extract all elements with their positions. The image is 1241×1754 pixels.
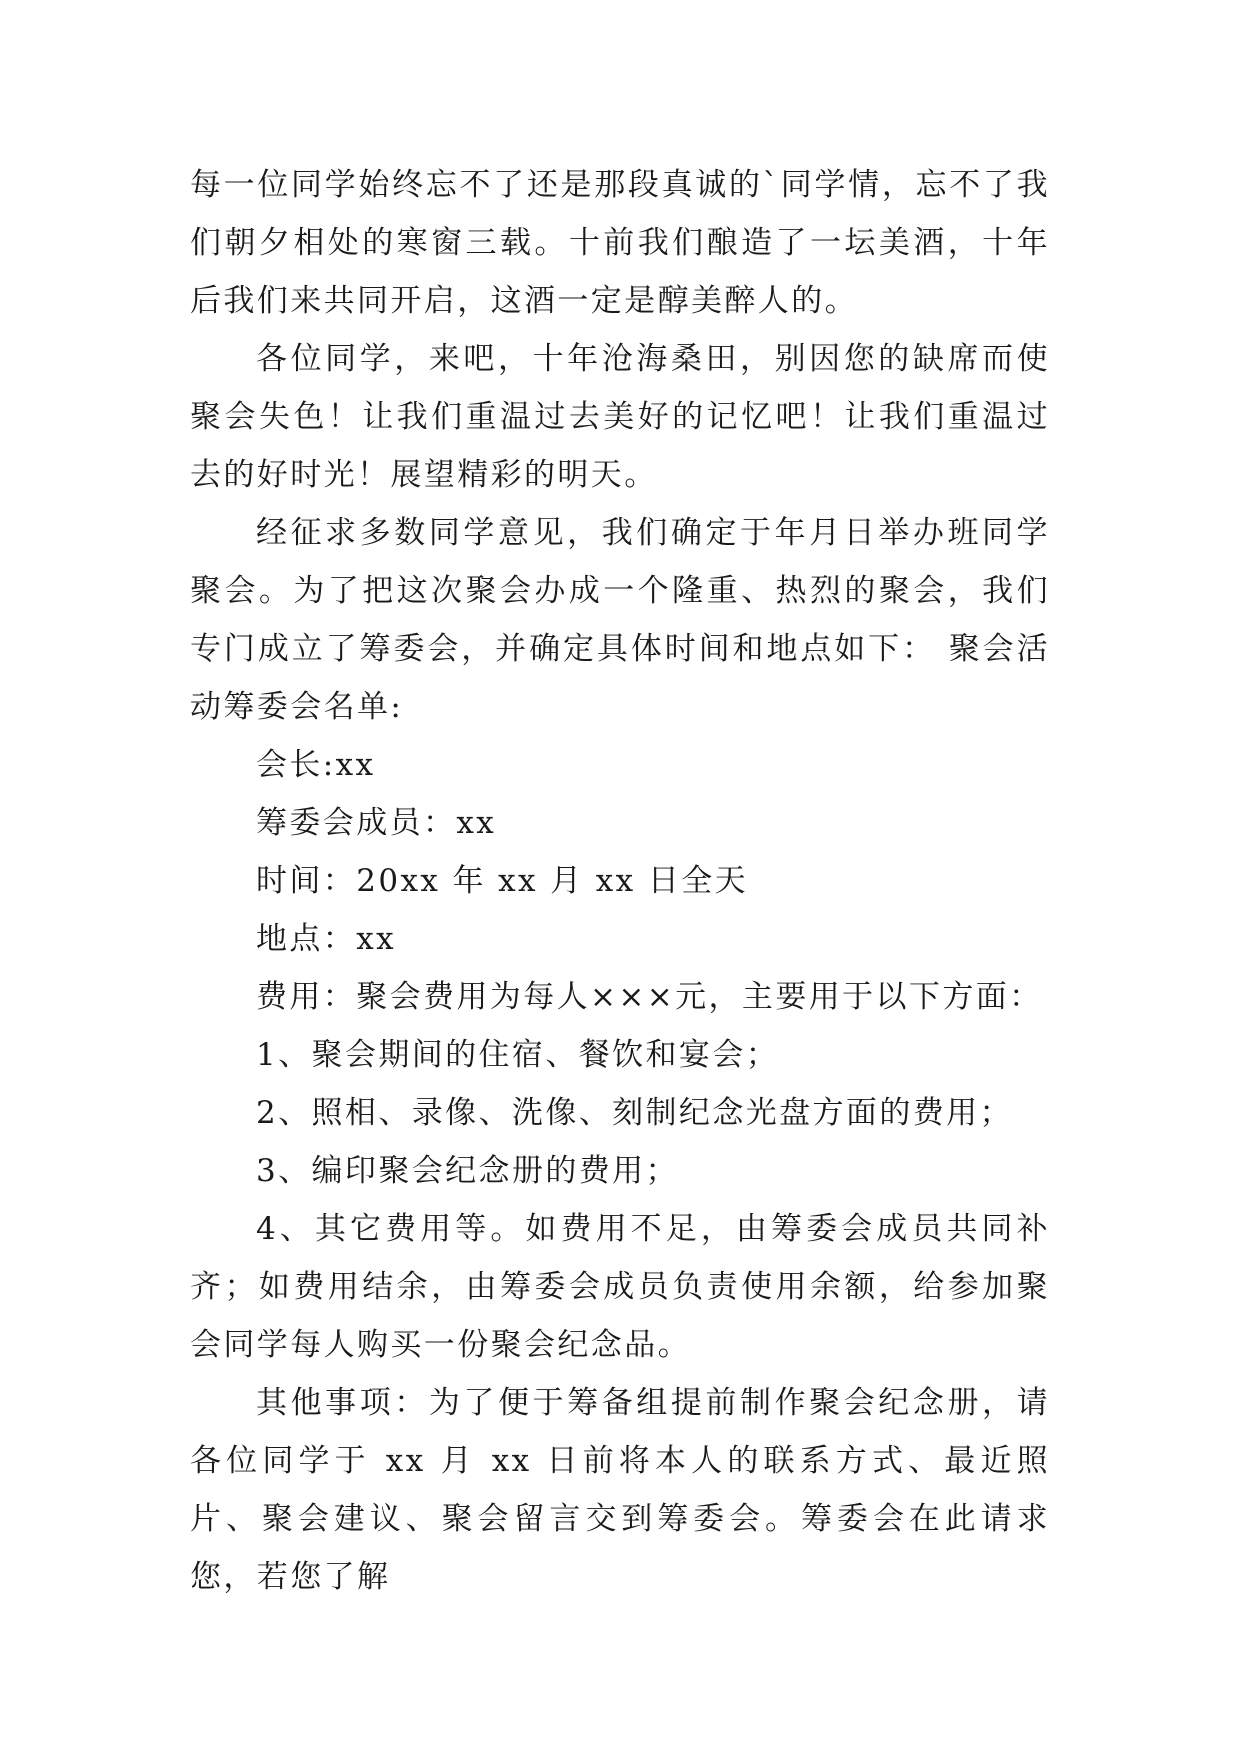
list-item-cost-3: 3、编印聚会纪念册的费用； xyxy=(256,1153,679,1189)
paragraph-committee-members: 筹委会成员：xx xyxy=(256,805,497,841)
paragraph-chairman: 会长:xx xyxy=(256,747,376,783)
paragraph-cost: 费用：聚会费用为每人×××元，主要用于以下方面： xyxy=(256,979,1043,1015)
paragraph-invitation: 各位同学，来吧，十年沧海桑田，别因您的缺席而使聚会失色！让我们重温过去美好的记忆吧！让我们重温过去的好时光！展望精彩的明天。 xyxy=(190,341,1050,493)
list-item-cost-4: 4、其它费用等。如费用不足，由筹委会成员共同补齐；如费用结余，由筹委会成员负责使用余额，给参加聚会同学每人购买一份聚会纪念品。 xyxy=(190,1211,1050,1363)
document-body xyxy=(190,156,1050,1606)
list-item-cost-2: 2、照相、录像、洗像、刻制纪念光盘方面的费用； xyxy=(256,1095,1013,1131)
paragraph-arrangement: 经征求多数同学意见，我们确定于年月日举办班同学聚会。为了把这次聚会办成一个隆重、热烈的聚会，我们专门成立了筹委会，并确定具体时间和地点如下： 聚会活动筹委会名单: xyxy=(190,515,1050,725)
paragraph-other-matters: 其他事项：为了便于筹备组提前制作聚会纪念册，请各位同学于 xx 月 xx 日前将本人的联系方式、最近照片、聚会建议、聚会留言交到筹委会。筹委会在此请求您，若您了解 xyxy=(190,1385,1050,1595)
paragraph-location: 地点：xx xyxy=(256,921,396,957)
list-item-cost-1: 1、聚会期间的住宿、餐饮和宴会； xyxy=(256,1037,780,1073)
paragraph-time: 时间：20xx 年 xx 月 xx 日全天 xyxy=(256,863,749,899)
paragraph-intro: 每一位同学始终忘不了还是那段真诚的`同学情，忘不了我们朝夕相处的寒窗三载。十前我们酿造了一坛美酒，十年后我们来共同开启，这酒一定是醇美醉人的。 xyxy=(190,167,1050,319)
